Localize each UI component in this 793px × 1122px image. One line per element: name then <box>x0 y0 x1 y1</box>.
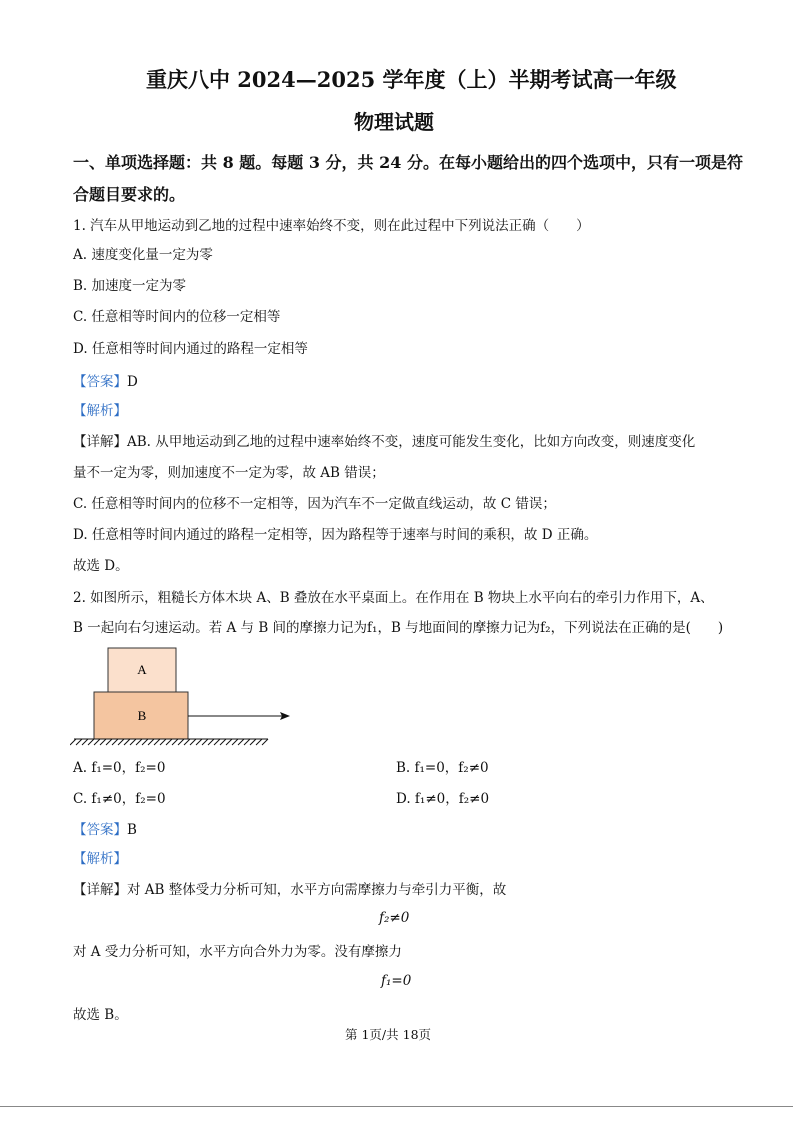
q1-option-d: D. 任意相等时间内通过的路程一定相等 <box>73 341 308 357</box>
hatch-mark <box>226 739 232 745</box>
hatch-mark <box>70 739 76 745</box>
detail-tag: 【详解】 <box>73 882 127 898</box>
hatch-mark <box>166 739 172 745</box>
hatch-mark <box>94 739 100 745</box>
hatch-mark <box>142 739 148 745</box>
detail-text: AB. 从甲地运动到乙地的过程中速率始终不变，速度可能发生变化，比如方向改变，则速度变化 <box>127 434 696 450</box>
q1-detail-line4: D. 任意相等时间内通过的路程一定相等，因为路程等于速率与时间的乘积，故 D 正确。 <box>73 527 598 543</box>
hatch-mark <box>184 739 190 745</box>
hatch-mark <box>196 739 202 745</box>
hatch-mark <box>250 739 256 745</box>
section-heading-line2: 合题目要求的。 <box>73 185 186 204</box>
detail-text: 对 AB 整体受力分析可知，水平方向需摩擦力与牵引力平衡，故 <box>127 882 507 898</box>
q1-detail-line1 <box>73 430 695 450</box>
q2-detail-line2: 对 A 受力分析可知，水平方向合外力为零。没有摩擦力 <box>73 944 402 960</box>
q1-conclusion: 故选 D。 <box>73 558 129 574</box>
q1-stem: 1. 汽车从甲地运动到乙地的过程中速率始终不变，则在此过程中下列说法正确（ ） <box>73 218 590 234</box>
hatch-mark <box>76 739 82 745</box>
hatch-mark <box>172 739 178 745</box>
q1-detail-line3: C. 任意相等时间内的位移不一定相等，因为汽车不一定做直线运动，故 C 错误； <box>73 496 556 512</box>
exam-title: 重庆八中 2024—2025 学年度（上）半期考试高一年级 <box>146 67 677 92</box>
ground-hatching <box>70 739 268 745</box>
q2-equation-1: f₂≠0 <box>379 910 410 926</box>
hatch-mark <box>130 739 136 745</box>
hatch-mark <box>256 739 262 745</box>
q2-analysis-tag: 【解析】 <box>73 851 127 867</box>
hatch-mark <box>100 739 106 745</box>
hatch-mark <box>160 739 166 745</box>
hatch-mark <box>238 739 244 745</box>
hatch-mark <box>244 739 250 745</box>
answer-tag: 【答案】 <box>73 822 127 838</box>
q2-option-b: B. f₁=0，f₂≠0 <box>396 760 489 776</box>
hatch-mark <box>124 739 130 745</box>
q1-answer <box>73 370 138 390</box>
hatch-mark <box>208 739 214 745</box>
hatch-mark <box>148 739 154 745</box>
hatch-mark <box>220 739 226 745</box>
answer-tag: 【答案】 <box>73 374 127 390</box>
hatch-mark <box>136 739 142 745</box>
block-a-label: A <box>137 662 147 677</box>
q2-stem-line2: B 一起向右匀速运动。若 A 与 B 间的摩擦力记为f₁，B 与地面间的摩擦力记为f₂，下列说法在正确的是( ) <box>73 620 724 636</box>
q2-equation-2: f₁=0 <box>381 973 412 989</box>
answer-value: D <box>127 374 138 390</box>
q2-stem-line1: 2. 如图所示，粗糙长方体木块 A、B 叠放在水平桌面上。在作用在 B 物块上水平向右的牵引力作用下，A、 <box>73 590 714 606</box>
q2-option-c: C. f₁≠0，f₂=0 <box>73 791 166 807</box>
q1-option-c: C. 任意相等时间内的位移一定相等 <box>73 309 281 325</box>
hatch-mark <box>178 739 184 745</box>
page-footer: 第 1页/共 18页 <box>345 1027 432 1042</box>
hatch-mark <box>214 739 220 745</box>
hatch-mark <box>202 739 208 745</box>
page-bottom-divider <box>0 1106 793 1107</box>
hatch-mark <box>262 739 268 745</box>
block-b-label: B <box>137 708 147 723</box>
q2-option-d: D. f₁≠0，f₂≠0 <box>396 791 490 807</box>
section-heading-line1: 一、单项选择题：共 8 题。每题 3 分，共 24 分。在每小题给出的四个选项中，只有一项是符 <box>73 153 743 172</box>
q2-answer <box>73 818 137 838</box>
hatch-mark <box>88 739 94 745</box>
blocks-diagram <box>70 640 300 750</box>
hatch-mark <box>106 739 112 745</box>
q1-option-b: B. 加速度一定为零 <box>73 278 187 294</box>
hatch-mark <box>190 739 196 745</box>
q1-analysis-tag: 【解析】 <box>73 403 127 419</box>
q2-detail-line1 <box>73 878 506 898</box>
q2-conclusion: 故选 B。 <box>73 1007 128 1023</box>
hatch-mark <box>118 739 124 745</box>
subject-title: 物理试题 <box>354 110 434 134</box>
q2-option-a: A. f₁=0，f₂=0 <box>73 760 166 776</box>
answer-value: B <box>127 822 137 838</box>
hatch-mark <box>232 739 238 745</box>
hatch-mark <box>154 739 160 745</box>
detail-tag: 【详解】 <box>73 434 127 450</box>
hatch-mark <box>112 739 118 745</box>
q1-detail-line2: 量不一定为零，则加速度不一定为零，故 AB 错误； <box>73 465 385 481</box>
q1-option-a: A. 速度变化量一定为零 <box>73 247 213 263</box>
hatch-mark <box>82 739 88 745</box>
